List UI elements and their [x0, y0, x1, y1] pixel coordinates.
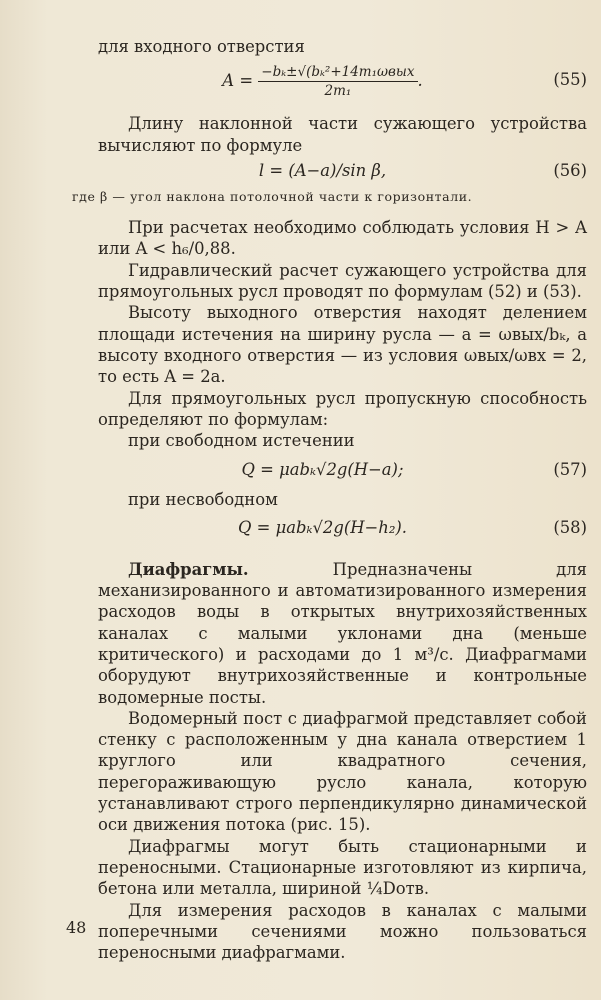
- section-heading: Диафрагмы.: [128, 559, 249, 579]
- equation-55-fraction: [258, 63, 417, 100]
- paragraph: Для измерения расходов в каналах с малыми поперечными сечениями можно пользоваться переносными диафрагмами.: [98, 900, 587, 963]
- paragraph: Для прямоугольных русл пропускную способность определяют по формулам:: [98, 388, 587, 429]
- paragraph: Гидравлический расчет сужающего устройства для прямоугольных русл проводят по формулам (52) и (53).: [98, 260, 587, 302]
- equation-55-lhs: A =: [222, 71, 254, 91]
- paragraph: Диафрагмы могут быть стационарными и переносными. Стационарные изготовляют из кирпича, бетона или металла, шириной ¼Dотв.: [98, 836, 587, 899]
- equation-55-denominator: 2m₁: [324, 83, 352, 100]
- paragraph: Водомерный пост с диафрагмой представляет собой стенку с расположенным у дна канала отверстием 1 круглого или квадратного сечения, перегораживающую русло канала, которую устанавливают строго перпендикулярно динамической оси движения потока (рис. 15).: [98, 708, 587, 835]
- equation-58-number: (58): [553, 517, 587, 537]
- equation-57: [98, 451, 587, 489]
- equation-57-number: (57): [553, 460, 587, 480]
- paragraph-diaphragms: [98, 559, 587, 708]
- equation-55: [98, 57, 587, 101]
- equation-56: [98, 156, 587, 186]
- paragraph: Высоту выходного отверстия находят делением площади истечения на ширину русла — a = ωвых/bₖ, а высоту входного отверстия — из условия ωвых/ωвх = 2, то есть A = 2a.: [98, 303, 587, 387]
- page-number: 48: [66, 918, 87, 937]
- equation-57-expr: Q = μabₖ√2g(H−a);: [241, 460, 404, 480]
- paragraph: при свободном истечении: [128, 431, 355, 451]
- equation-55-expr: A = $\frac{\text{−bₖ±√(bₖ²+14m₁ωвых}}{\text{2m₁}}$ .: [222, 64, 423, 100]
- paragraph: При расчетах необходимо соблюдать условия H > A или A < h₆/0,88.: [98, 218, 587, 259]
- intro-line: для входного отверстия: [98, 37, 305, 56]
- equation-56-number: (56): [553, 160, 587, 180]
- paragraph: при несвободном: [128, 490, 278, 510]
- paragraph-text: Предназначены для механизированного и автоматизированного измерения расходов воды в открытых внутрихозяйственных каналах с малыми уклонами дна (меньше критического) и расходами до 1 м³/с. Диафрагмами оборудуют внутрихозяйственные и контрольные водомерные посты.: [98, 559, 587, 707]
- equation-55-numerator: −bₖ±√(bₖ²+14m₁ωвых: [258, 63, 417, 82]
- equation-58-expr: Q = μabₖ√2g(H−h₂).: [237, 517, 407, 537]
- equation-58: [98, 511, 587, 553]
- equation-56-expr: l = (A−a)/sin β,: [258, 160, 387, 180]
- paragraph: Длину наклонной части сужающего устройства вычисляют по формуле: [98, 114, 587, 155]
- footnote: где β — угол наклона потолочной части к горизонтали.: [72, 188, 473, 204]
- equation-55-number: (55): [553, 70, 587, 90]
